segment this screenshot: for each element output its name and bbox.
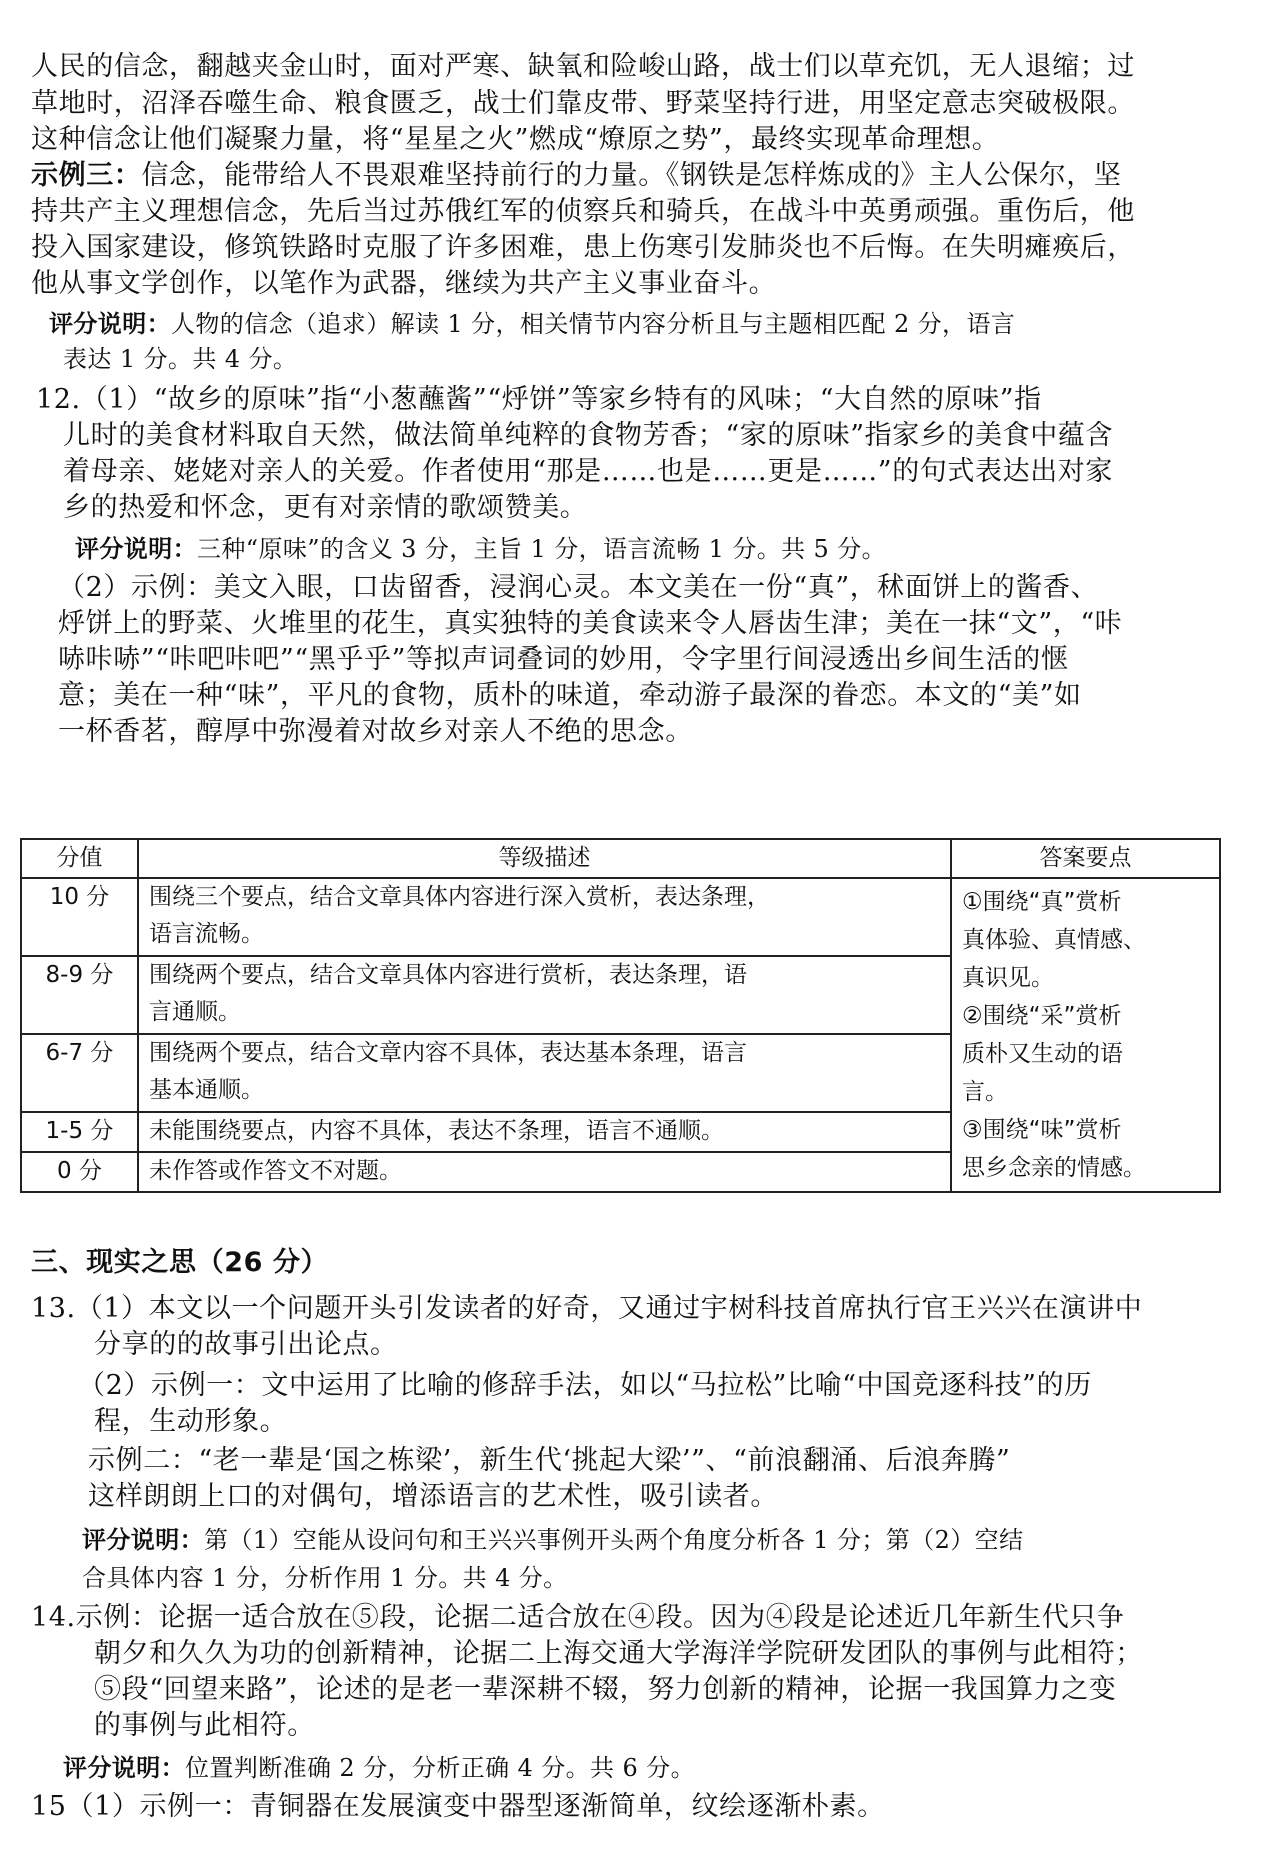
table-row (21, 878, 1220, 956)
key-point-line: 真识见。 (962, 965, 1054, 991)
table-header-row (21, 839, 1220, 878)
key-point-line: 思乡念亲的情感。 (962, 1155, 1146, 1181)
q12-part1-line: 着母亲、姥姥对亲人的关爱。作者使用“那是……也是……更是……”的句式表达出对家 (63, 456, 1114, 487)
q14-line: 14.示例：论据一适合放在⑤段，论据二适合放在④段。因为④段是论述近几年新生代只争 (31, 1602, 1125, 1633)
paragraph-line: 投入国家建设，修筑铁路时克服了许多困难，患上伤寒引发肺炎也不后悔。在失明瘫痪后， (31, 232, 1135, 263)
example-three-label: 示例三： (31, 160, 142, 191)
key-point-line: 质朴又生动的语 (962, 1041, 1123, 1067)
description-line: 基本通顺。 (149, 1076, 264, 1103)
scoring-note-text: 第（1）空能从设问句和王兴兴事例开头两个角度分析各 1 分；第（2）空结 (204, 1526, 1024, 1554)
score-cell: 8-9 分 (21, 956, 138, 1034)
scoring-note-label: 评分说明： (75, 535, 197, 563)
q13-part2-line: （2）示例一：文中运用了比喻的修辞手法，如以“马拉松”比喻“中国竞逐科技”的历 (78, 1370, 1092, 1401)
q13-part1-line: 分享的的故事引出论点。 (94, 1329, 398, 1360)
scoring-note (82, 1522, 1023, 1558)
q12-part1-line: 儿时的美食材料取自天然，做法简单纯粹的食物芳香；“家的原味”指家乡的美食中蕴含 (63, 420, 1114, 451)
description-cell (138, 956, 951, 1034)
key-point-line: ③围绕“味”赏析 (962, 1117, 1122, 1143)
q15-line: 15（1）示例一：青铜器在发展演变中器型逐渐简单，纹绘逐渐朴素。 (31, 1791, 885, 1822)
score-cell: 10 分 (21, 878, 138, 956)
scoring-note-cont: 表达 1 分。共 4 分。 (63, 345, 298, 373)
scoring-note (63, 1750, 695, 1786)
description-cell: 未能围绕要点，内容不具体，表达不条理，语言不通顺。 (138, 1112, 951, 1152)
paragraph-line: 草地时，沼泽吞噬生命、粮食匮乏，战士们靠皮带、野菜坚持行进，用坚定意志突破极限。 (31, 88, 1135, 119)
q12-part1-line: 乡的热爱和怀念，更有对亲情的歌颂赞美。 (63, 492, 588, 523)
example-three (31, 158, 1122, 194)
q12-part2-line: 一杯香茗，醇厚中弥漫着对故乡对亲人不绝的思念。 (58, 716, 693, 747)
q14-line: 朝夕和久久为功的创新精神，论据二上海交通大学海洋学院研发团队的事例与此相符； (94, 1638, 1143, 1669)
score-cell: 0 分 (21, 1152, 138, 1192)
description-line: 围绕两个要点，结合文章内容不具体，表达基本条理，语言 (149, 1039, 747, 1066)
example-three-text: 信念，能带给人不畏艰难坚持前行的力量。《钢铁是怎样炼成的》主人公保尔，坚 (141, 160, 1122, 191)
key-point-line: ②围绕“采”赏析 (962, 1003, 1122, 1029)
description-line: 围绕两个要点，结合文章具体内容进行赏析，表达条理，语 (149, 961, 747, 988)
description-line: 语言流畅。 (149, 921, 264, 947)
scoring-note-text: 位置判断准确 2 分，分析正确 4 分。共 6 分。 (185, 1754, 695, 1782)
score-cell: 6-7 分 (21, 1034, 138, 1112)
column-header-key-points: 答案要点 (951, 839, 1220, 878)
q14-line: 的事例与此相符。 (94, 1710, 315, 1741)
column-header-description: 等级描述 (138, 839, 951, 878)
paragraph-line: 人民的信念，翻越夹金山时，面对严寒、缺氧和险峻山路，战士们以草充饥，无人退缩；过 (31, 51, 1135, 82)
description-line: 言通顺。 (149, 998, 241, 1025)
paragraph-line: 这种信念让他们凝聚力量，将“星星之火”燃成“燎原之势”，最终实现革命理想。 (31, 124, 1000, 155)
key-point-line: ①围绕“真”赏析 (962, 889, 1122, 915)
scoring-note-text: 人物的信念（追求）解读 1 分，相关情节内容分析且与主题相匹配 2 分，语言 (171, 310, 1016, 338)
key-point-line: 言。 (962, 1079, 1008, 1105)
description-line: 围绕三个要点，结合文章具体内容进行深入赏析，表达条理， (149, 884, 770, 910)
q13-part1-line: 13.（1）本文以一个问题开头引发读者的好奇，又通过宇树科技首席执行官王兴兴在演讲中 (31, 1293, 1143, 1324)
q13-part2-line: 示例二：“老一辈是‘国之栋梁’，新生代‘挑起大梁’”、“前浪翻涌、后浪奔腾” (88, 1445, 1011, 1476)
key-points-cell (951, 878, 1220, 1192)
scoring-note-cont: 合具体内容 1 分，分析作用 1 分。共 4 分。 (82, 1564, 568, 1592)
score-cell: 1-5 分 (21, 1112, 138, 1152)
description-cell (138, 1034, 951, 1112)
scoring-note (49, 306, 1015, 342)
q12-part2-line: 意；美在一种“味”，平凡的食物，质朴的味道，牵动游子最深的眷恋。本文的“美”如 (58, 680, 1082, 711)
q12-part2-line: 烀饼上的野菜、火堆里的花生，真实独特的美食读来令人唇齿生津；美在一抹“文”，“咔 (58, 608, 1123, 639)
q12-part2-line: （2）示例：美文入眼，口齿留香，浸润心灵。本文美在一份“真”，秫面饼上的酱香、 (58, 572, 1099, 603)
scoring-note-text: 三种“原味”的含义 3 分，主旨 1 分，语言流畅 1 分。共 5 分。 (197, 535, 887, 563)
q12-part1-line: 12.（1）“故乡的原味”指“小葱蘸酱”“烀饼”等家乡特有的风味；“大自然的原味”指 (36, 384, 1042, 415)
paragraph-line: 他从事文学创作，以笔作为武器，继续为共产主义事业奋斗。 (31, 268, 777, 299)
column-header-score: 分值 (21, 839, 138, 878)
scoring-note-label: 评分说明： (49, 310, 171, 338)
q13-part2-line: 程，生动形象。 (94, 1406, 288, 1437)
scoring-note-label: 评分说明： (82, 1526, 204, 1554)
scoring-note (75, 531, 886, 567)
q13-part2-line: 这样朗朗上口的对偶句，增添语言的艺术性，吸引读者。 (88, 1481, 778, 1512)
description-cell (138, 878, 951, 956)
scoring-note-label: 评分说明： (63, 1754, 185, 1782)
rubric-table (20, 838, 1221, 1193)
paragraph-line: 持共产主义理想信念，先后当过苏俄红军的侦察兵和骑兵，在战斗中英勇顽强。重伤后，他 (31, 196, 1135, 227)
q12-part2-line: 哧咔哧”“咔吧咔吧”“黑乎乎”等拟声词叠词的妙用，令字里行间浸透出乡间生活的惬 (58, 644, 1069, 675)
section-heading: 三、现实之思（26 分） (31, 1247, 329, 1278)
description-cell: 未作答或作答文不对题。 (138, 1152, 951, 1192)
key-point-line: 真体验、真情感、 (962, 927, 1146, 953)
q14-line: ⑤段“回望来路”，论述的是老一辈深耕不辍，努力创新的精神，论据一我国算力之变 (94, 1674, 1117, 1705)
